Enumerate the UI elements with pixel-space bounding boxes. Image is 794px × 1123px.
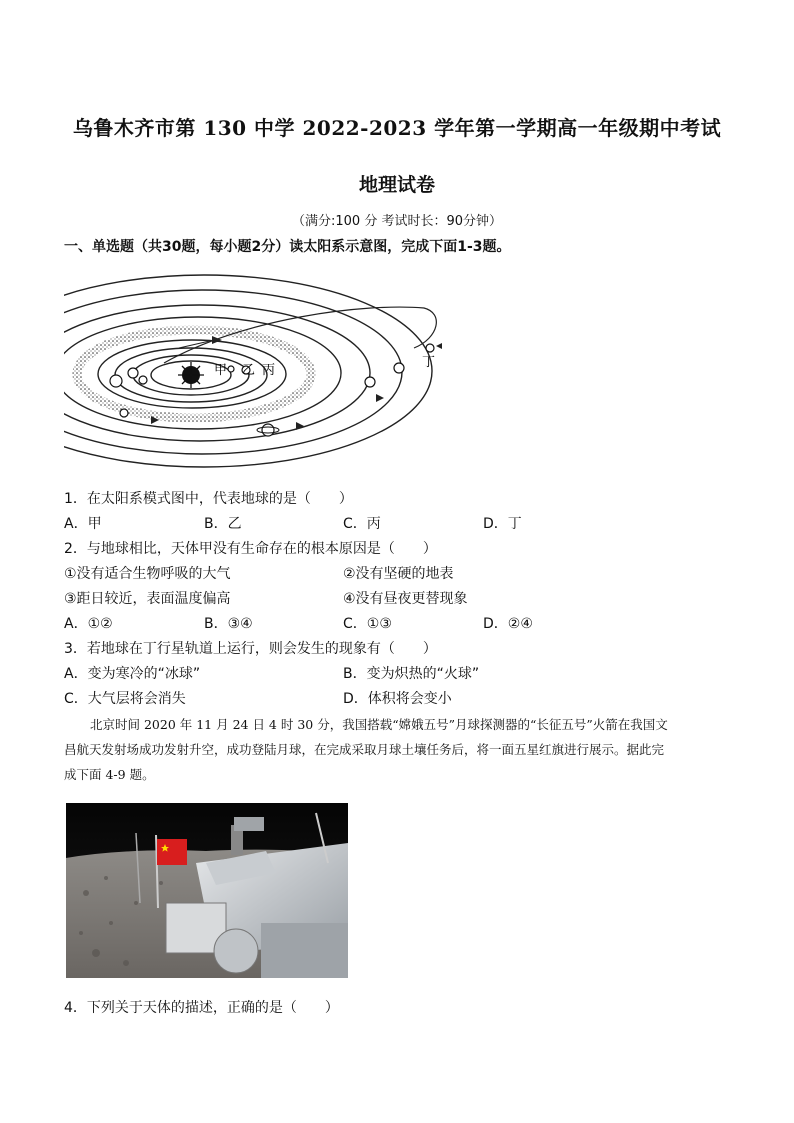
planet-uranus-icon [365, 377, 375, 387]
solar-system-diagram [64, 268, 442, 468]
label-yi: 乙 [242, 363, 256, 378]
solar-system-svg [64, 268, 442, 468]
q1-option-c: C．丙 [343, 516, 381, 532]
planet-mercury-icon [228, 366, 234, 372]
subject-title: 地理试卷 [358, 174, 435, 196]
section-heading: 一、单选题（共30题，每小题2分）读太阳系示意图，完成下面1-3题。 [64, 239, 511, 255]
lander-camera [234, 817, 264, 831]
lander-tank [214, 929, 258, 973]
planet-mars-icon [128, 368, 138, 378]
q1-option-d: D．丁 [483, 516, 522, 532]
question-2-stem: 2．与地球相比，天体甲没有生命存在的根本原因是（ ） [64, 541, 437, 557]
q1-option-b: B．乙 [204, 516, 242, 532]
q3-option-b: B．变为炽热的“火球” [343, 666, 480, 682]
lunar-rover-svg [66, 803, 348, 978]
passage-line-2: 昌航天发射场成功发射升空，成功登陆月球，在完成采取月球土壤任务后，将一面五星红旗进行展示。据此完 [64, 742, 665, 757]
lunar-rover-photo [66, 803, 348, 978]
lander-lower [261, 923, 348, 978]
q2-option-a: A．①② [64, 616, 113, 632]
planet-jupiter-icon [110, 375, 122, 387]
q2-statement-2: ②没有坚硬的地表 [343, 566, 454, 582]
question-1-stem: 1．在太阳系模式图中，代表地球的是（ ） [64, 491, 353, 507]
question-3-stem: 3．若地球在丁行星轨道上运行，则会发生的现象有（ ） [64, 641, 437, 657]
question-4-stem: 4．下列关于天体的描述，正确的是（ ） [64, 1000, 339, 1016]
q2-statement-4: ④没有昼夜更替现象 [343, 591, 468, 607]
label-bing: 丙 [262, 363, 276, 378]
label-jia: 甲 [214, 363, 228, 378]
exam-info: （满分:100 分 考试时长：90分钟） [292, 214, 502, 229]
orbit-arrow-icon [376, 394, 384, 402]
q2-option-b: B．③④ [204, 616, 253, 632]
planet-saturn-icon [262, 424, 274, 436]
china-flag-icon [157, 839, 187, 865]
q1-option-a: A．甲 [64, 516, 102, 532]
q3-option-a: A．变为寒冷的“冰球” [64, 666, 201, 682]
passage-line-1: 北京时间 2020 年 11 月 24 日 4 时 30 分，我国搭载“嫦娥五号”月球探测器的“长征五号”火箭在我国文 [90, 717, 668, 732]
planet-small-icon [120, 409, 128, 417]
planet-earth-icon [139, 376, 147, 384]
q2-statement-3: ③距日较近，表面温度偏高 [64, 591, 231, 607]
label-ding: 丁 [422, 355, 436, 370]
q2-option-d: D．②④ [483, 616, 533, 632]
q3-option-c: C．大气层将会消失 [64, 691, 186, 707]
q2-statement-1: ①没有适合生物呼吸的大气 [64, 566, 231, 582]
q2-option-c: C．①③ [343, 616, 392, 632]
planet-neptune-icon [394, 363, 404, 373]
orbit-arrow-icon [436, 342, 442, 350]
q3-option-d: D．体积将会变小 [343, 691, 452, 707]
planet-ding-icon [426, 344, 434, 352]
passage-line-3: 成下面 4-9 题。 [64, 767, 155, 782]
sun-rays-icon [178, 362, 204, 388]
exam-title: 乌鲁木齐市第 130 中学 2022-2023 学年第一学期高一年级期中考试 [72, 116, 722, 140]
